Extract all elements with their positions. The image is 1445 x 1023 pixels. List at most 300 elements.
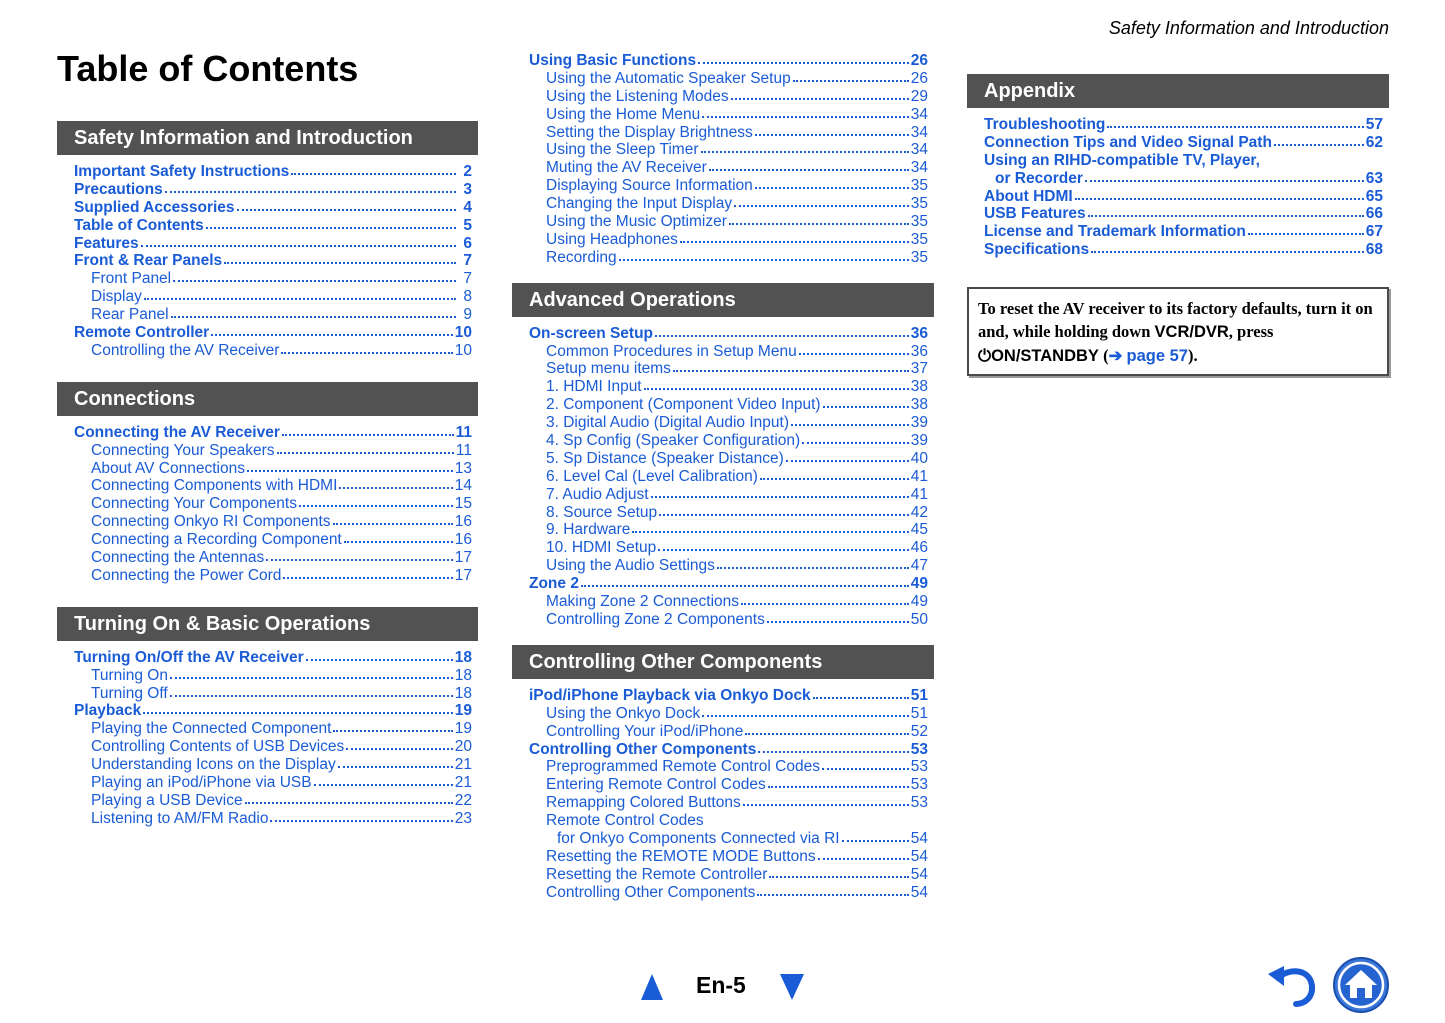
dot-leader: [1107, 117, 1363, 129]
reset-note-paren-open: (: [1098, 346, 1109, 366]
toc-entry-title: Resetting the REMOTE MODE Buttons: [546, 847, 816, 865]
toc-entry-link[interactable]: [529, 177, 928, 195]
toc-entry-title: Connecting Components with HDMI: [91, 477, 338, 495]
toc-entry-title: Remote Controller: [74, 324, 210, 342]
toc-entry-title: Changing the Input Display: [546, 195, 733, 213]
toc-entry-page: 4: [463, 198, 472, 216]
toc-entry-link[interactable]: [529, 231, 928, 249]
triangle-up-icon[interactable]: [641, 974, 663, 1000]
toc-entry-title: Important Safety Instructions: [74, 163, 290, 180]
toc-entry-link[interactable]: [529, 486, 928, 504]
page-number: En-5: [696, 972, 746, 998]
toc-entry-page: 53: [910, 758, 928, 776]
dot-leader: [1091, 242, 1364, 254]
dot-leader: [768, 777, 909, 789]
toc-entry-link[interactable]: [529, 687, 928, 705]
dot-leader: [709, 160, 909, 172]
toc-entry-page: 16: [454, 513, 472, 531]
toc-entry-link[interactable]: [74, 442, 472, 460]
toc-entry-page: 34: [910, 159, 928, 177]
toc-entry-title: License and Trademark Information: [984, 223, 1246, 241]
dot-leader: [701, 142, 909, 154]
toc-entry-title: Connecting a Recording Component: [91, 531, 342, 549]
toc-entry-link[interactable]: [529, 396, 928, 414]
toc-entry-link[interactable]: [74, 774, 472, 792]
toc-entry-link[interactable]: [74, 306, 472, 324]
toc-entry-page: 10: [454, 324, 472, 342]
toc-entry-link[interactable]: [529, 249, 928, 267]
toc-entry-link[interactable]: [529, 195, 928, 213]
toc-entry-list: [57, 163, 478, 360]
toc-entry-title: USB Features: [984, 205, 1086, 223]
dot-leader: [673, 361, 909, 373]
section-header: Turning On & Basic Operations: [57, 607, 478, 641]
toc-entry-title: Controlling Other Components: [529, 740, 757, 758]
toc-entry-page: 36: [910, 324, 928, 342]
toc-entry-link[interactable]: [529, 414, 928, 432]
running-header: Safety Information and Introduction: [1108, 18, 1389, 38]
toc-entry-title: Setting the Display Brightness: [546, 123, 753, 141]
dot-leader: [702, 107, 909, 119]
toc-entry-link[interactable]: [984, 223, 1383, 241]
toc-entry-title: Using the Music Optimizer: [546, 213, 727, 231]
toc-entry-link[interactable]: [74, 549, 472, 567]
toc-entry-page: 13: [454, 459, 472, 477]
toc-entry-title: Turning On: [91, 666, 168, 684]
toc-entry-link[interactable]: [529, 776, 928, 794]
toc-entry-link[interactable]: [74, 477, 472, 495]
toc-entry-title: for Onkyo Components Connected via RI: [557, 829, 840, 847]
dot-leader: [651, 487, 909, 499]
power-icon: ⏻: [978, 347, 992, 366]
toc-entry-link[interactable]: [74, 324, 472, 342]
dot-leader: [758, 742, 908, 754]
toc-entry-title: Muting the AV Receiver: [546, 159, 707, 177]
toc-section: [967, 74, 1389, 259]
toc-entry-title: Table of Contents: [74, 216, 204, 234]
toc-section: [57, 607, 478, 828]
toc-entry-title: 9. Hardware: [546, 521, 631, 539]
toc-entry-link[interactable]: [529, 611, 928, 629]
section-header: Appendix: [967, 74, 1389, 108]
toc-entry-page: 50: [910, 610, 928, 628]
dot-leader: [741, 594, 909, 606]
toc-entry-title: Controlling Zone 2 Components: [546, 610, 765, 628]
toc-entry-link[interactable]: [984, 170, 1383, 188]
dot-leader: [822, 759, 909, 771]
toc-entry-page: 18: [454, 684, 472, 702]
toc-entry-link[interactable]: [74, 288, 472, 306]
toc-entry-link[interactable]: [74, 702, 472, 720]
toc-entry-link[interactable]: [529, 504, 928, 522]
toc-entry-link[interactable]: [74, 792, 472, 810]
toc-entry-link[interactable]: [529, 848, 928, 866]
toc-entry-link[interactable]: [529, 521, 928, 539]
toc-section: [57, 382, 478, 585]
toc-entry-title: Controlling Your iPod/iPhone: [546, 722, 744, 740]
toc-entry-link[interactable]: [529, 52, 928, 70]
toc-entry-page: 53: [910, 794, 928, 812]
toc-entry-page: 2: [463, 163, 472, 180]
triangle-down-icon[interactable]: [780, 974, 804, 1000]
dot-leader: [793, 71, 909, 83]
dot-leader: [698, 53, 909, 65]
toc-entry-link[interactable]: [529, 360, 928, 378]
toc-entry-link[interactable]: [74, 424, 472, 442]
toc-entry-link[interactable]: [529, 812, 928, 830]
toc-entry-link[interactable]: [984, 134, 1383, 152]
dot-leader: [619, 250, 909, 262]
toc-entry-link[interactable]: [529, 343, 928, 361]
toc-entry-title: Turning On/Off the AV Receiver: [74, 648, 304, 666]
reset-note-text: To reset the AV receiver to its factory defaults, turn it on and, while holding down: [978, 299, 1373, 342]
toc-entry-page: 36: [910, 342, 928, 360]
toc-entry-page: 37: [910, 360, 928, 378]
dot-leader: [791, 415, 909, 427]
toc-entry-title: Controlling Other Components: [546, 883, 756, 901]
dot-leader: [1248, 224, 1364, 236]
toc-section: [512, 645, 934, 902]
dot-leader: [173, 271, 456, 283]
dot-leader: [786, 451, 909, 463]
toc-entry-link[interactable]: [984, 241, 1383, 259]
toc-entry-list: [967, 116, 1389, 259]
toc-entry-link[interactable]: [529, 884, 928, 902]
toc-entry-page: 65: [1365, 187, 1383, 205]
toc-entry-link[interactable]: [529, 758, 928, 776]
toc-entry-link[interactable]: [74, 252, 472, 270]
toc-entry-title: About AV Connections: [91, 459, 245, 477]
toc-entry-page: 49: [910, 593, 928, 611]
dot-leader: [813, 688, 909, 700]
dot-leader: [706, 813, 912, 825]
toc-entry-link[interactable]: [529, 723, 928, 741]
toc-entry-page: 39: [910, 432, 928, 450]
dot-leader: [281, 343, 452, 355]
section-header: Controlling Other Components: [512, 645, 934, 679]
dot-leader: [818, 849, 909, 861]
toc-entry-link[interactable]: [74, 460, 472, 478]
toc-entry-link[interactable]: [74, 235, 472, 253]
toc-column-2: [512, 52, 934, 924]
toc-entry-link[interactable]: [529, 70, 928, 88]
toc-entry-page: 42: [910, 503, 928, 521]
toc-entry-title: Connecting Your Components: [91, 495, 297, 513]
dot-leader: [170, 686, 453, 698]
toc-entry-link[interactable]: [529, 705, 928, 723]
toc-section: [512, 52, 934, 267]
dot-leader: [346, 739, 452, 751]
toc-entry-title: Controlling Contents of USB Devices: [91, 738, 345, 756]
home-icon[interactable]: [1332, 956, 1390, 1014]
toc-entry-page: 21: [454, 774, 472, 792]
toc-entry-page: 41: [910, 485, 928, 503]
toc-entry-page: 51: [910, 686, 928, 704]
toc-entry-link[interactable]: [74, 756, 472, 774]
dot-leader: [1262, 153, 1367, 165]
dot-leader: [170, 668, 453, 680]
reset-note: [967, 287, 1389, 376]
toc-entry-page: 19: [454, 702, 472, 720]
toc-entry-link[interactable]: [529, 794, 928, 812]
toc-entry-link[interactable]: [74, 217, 472, 235]
toc-entry-page: 6: [463, 234, 472, 252]
toc-entry-page: 16: [454, 531, 472, 549]
toc-entry-page: 40: [910, 449, 928, 467]
toc-entry-page: 34: [910, 141, 928, 159]
dot-leader: [245, 793, 453, 805]
toc-entry-title: Controlling the AV Receiver: [91, 341, 280, 359]
toc-entry-title: 4. Sp Config (Speaker Configuration): [546, 432, 801, 450]
toc-entry-page: 29: [910, 87, 928, 105]
toc-entry-title: Connecting the Antennas: [91, 549, 265, 567]
dot-leader: [755, 178, 909, 190]
toc-entry-title: 6. Level Cal (Level Calibration): [546, 467, 758, 485]
dot-leader: [338, 757, 453, 769]
dot-leader: [270, 811, 452, 823]
dot-leader: [842, 831, 909, 843]
toc-entry-title: Recording: [546, 248, 617, 266]
toc-entry-page: 11: [455, 441, 472, 459]
toc-entry-page: 26: [910, 52, 928, 69]
dot-leader: [799, 344, 909, 356]
toc-entry-title: Resetting the Remote Controller: [546, 865, 768, 883]
toc-entry-title: Understanding Icons on the Display: [91, 756, 336, 774]
dot-leader: [755, 125, 909, 137]
dot-leader: [658, 540, 908, 552]
dot-leader: [680, 232, 909, 244]
dot-leader: [632, 522, 908, 534]
toc-entry-link[interactable]: [74, 270, 472, 288]
toc-entry-link[interactable]: [529, 593, 928, 611]
toc-entry-link[interactable]: [529, 830, 928, 848]
dot-leader: [299, 496, 453, 508]
dot-leader: [659, 505, 909, 517]
dot-leader: [266, 550, 453, 562]
toc-entry-link[interactable]: [984, 116, 1383, 134]
dot-leader: [143, 703, 453, 715]
toc-entry-title: Common Procedures in Setup Menu: [546, 342, 797, 360]
toc-entry-page: 22: [454, 791, 472, 809]
toc-entry-page: 35: [910, 230, 928, 248]
toc-entry-page: 54: [910, 865, 928, 883]
toc-entry-link[interactable]: [529, 741, 928, 759]
toc-entry-link[interactable]: [74, 163, 472, 181]
reset-note-paren-close: ).: [1187, 346, 1198, 366]
dot-leader: [702, 706, 909, 718]
toc-entry-title: Using Headphones: [546, 230, 678, 248]
toc-entry-title: Displaying Source Information: [546, 177, 753, 195]
toc-entry-page: 54: [910, 883, 928, 901]
dot-leader: [1085, 171, 1364, 183]
toc-entry-title: Connecting Onkyo RI Components: [91, 513, 331, 531]
toc-entry-page: 34: [910, 105, 928, 123]
toc-entry-title: Using the Home Menu: [546, 105, 701, 123]
toc-entry-page: 51: [910, 704, 928, 722]
toc-entry-link[interactable]: [74, 738, 472, 756]
vcr-dvr-button-label: VCR/DVR: [1154, 323, 1229, 342]
toc-entry-link[interactable]: [74, 720, 472, 738]
toc-entry-link[interactable]: [74, 199, 472, 217]
toc-entry-title: 1. HDMI Input: [546, 378, 642, 396]
toc-entry-link[interactable]: [74, 649, 472, 667]
toc-entry-page: 15: [454, 495, 472, 513]
toc-entry-page: 9: [463, 306, 472, 324]
toc-entry-title: 10. HDMI Setup: [546, 539, 657, 557]
toc-entry-link[interactable]: [74, 685, 472, 703]
toc-entry-title: Using the Onkyo Dock: [546, 704, 701, 722]
toc-entry-page: 17: [454, 549, 472, 567]
dot-leader: [333, 721, 452, 733]
dot-leader: [717, 558, 909, 570]
toc-entry-title: 8. Source Setup: [546, 503, 658, 521]
toc-entry-title: Remote Control Codes: [546, 812, 704, 830]
dot-leader: [581, 576, 909, 588]
toc-entry-link[interactable]: [529, 213, 928, 231]
toc-entry-list: [512, 687, 934, 902]
dot-leader: [144, 289, 456, 301]
toc-entry-page: 46: [910, 539, 928, 557]
toc-entry-link[interactable]: [74, 531, 472, 549]
dot-leader: [277, 443, 454, 455]
toc-entry-page: 8: [463, 288, 472, 306]
toc-entry-link[interactable]: [74, 181, 472, 199]
toc-entry-link[interactable]: [529, 378, 928, 396]
toc-entry-page: 18: [454, 648, 472, 666]
dot-leader: [237, 200, 456, 212]
page-title: Table of Contents: [57, 48, 359, 89]
toc-entry-title: Playing the Connected Component: [91, 720, 332, 738]
toc-entry-title: Precautions: [74, 180, 163, 198]
dot-leader: [141, 236, 456, 248]
dot-leader: [165, 182, 456, 194]
dot-leader: [767, 612, 909, 624]
toc-entry-link[interactable]: [529, 325, 928, 343]
toc-entry-page: 17: [454, 566, 472, 584]
toc-entry-title: Using the Automatic Speaker Setup: [546, 69, 791, 87]
toc-entry-list: [512, 52, 934, 267]
dot-leader: [282, 425, 454, 437]
toc-entry-page: 47: [910, 557, 928, 575]
dot-leader: [734, 196, 909, 208]
toc-entry-page: 34: [910, 123, 928, 141]
dot-leader: [171, 307, 456, 319]
toc-entry-page: 7: [463, 270, 472, 288]
toc-entry-list: [57, 424, 478, 585]
toc-entry-link[interactable]: [74, 667, 472, 685]
toc-column-3: [967, 74, 1389, 376]
dot-leader: [247, 461, 453, 473]
toc-column-1: [57, 121, 478, 850]
toc-section: [57, 121, 478, 360]
toc-entry-link[interactable]: [529, 450, 928, 468]
toc-entry-link[interactable]: [529, 106, 928, 124]
toc-entry-title: Entering Remote Control Codes: [546, 776, 766, 794]
toc-entry-link[interactable]: [529, 468, 928, 486]
toc-entry-title: Supplied Accessories: [74, 198, 235, 216]
toc-entry-link[interactable]: [529, 557, 928, 575]
toc-entry-page: 35: [910, 213, 928, 231]
toc-entry-title: Preprogrammed Remote Control Codes: [546, 758, 820, 776]
toc-entry-link[interactable]: [529, 159, 928, 177]
toc-entry-title: Using the Listening Modes: [546, 87, 729, 105]
dot-leader: [731, 89, 909, 101]
toc-entry-title: Troubleshooting: [984, 116, 1106, 133]
section-header: Connections: [57, 382, 478, 416]
toc-entry-page: 39: [910, 414, 928, 432]
toc-entry-title: Display: [91, 288, 142, 306]
toc-entry-link[interactable]: [529, 141, 928, 159]
dot-leader: [823, 397, 909, 409]
toc-entry-link[interactable]: [984, 152, 1383, 170]
toc-entry-link[interactable]: [74, 513, 472, 531]
toc-entry-link[interactable]: [529, 88, 928, 106]
toc-entry-title: Listening to AM/FM Radio: [91, 809, 269, 827]
dot-leader: [757, 885, 908, 897]
dot-leader: [211, 325, 453, 337]
dot-leader: [1075, 189, 1364, 201]
toc-entry-title: Front & Rear Panels: [74, 252, 223, 270]
toc-entry-title: Remapping Colored Buttons: [546, 794, 741, 812]
return-arrow-icon[interactable]: [1266, 962, 1320, 1008]
toc-entry-page: 20: [454, 738, 472, 756]
toc-entry-title: 3. Digital Audio (Digital Audio Input): [546, 414, 789, 432]
dot-leader: [339, 478, 452, 490]
toc-entry-link[interactable]: [529, 124, 928, 142]
toc-entry-page: 5: [463, 216, 472, 234]
toc-entry-page: 63: [1365, 169, 1383, 187]
toc-entry-link[interactable]: [74, 342, 472, 360]
toc-entry-link[interactable]: [529, 575, 928, 593]
toc-entry-title: Playing a USB Device: [91, 791, 243, 809]
toc-entry-link[interactable]: [984, 205, 1383, 223]
toc-entry-page: 26: [910, 69, 928, 87]
toc-entry-title: iPod/iPhone Playback via Onkyo Dock: [529, 686, 811, 704]
toc-entry-list: [57, 649, 478, 828]
section-header: Advanced Operations: [512, 283, 934, 317]
dot-leader: [802, 433, 909, 445]
toc-entry-page: 3: [463, 180, 472, 198]
toc-entry-link[interactable]: [74, 810, 472, 828]
dot-leader: [291, 164, 456, 176]
toc-entry-title: 2. Component (Component Video Input): [546, 396, 821, 414]
toc-entry-title: Front Panel: [91, 270, 172, 288]
toc-entry-page: 7: [463, 252, 472, 270]
toc-entry-page: 35: [910, 248, 928, 266]
toc-entry-link[interactable]: [529, 432, 928, 450]
toc-entry-title: Using the Sleep Timer: [546, 141, 699, 159]
toc-entry-title: Using the Audio Settings: [546, 557, 715, 575]
toc-section: [512, 283, 934, 629]
toc-entry-link[interactable]: [529, 539, 928, 557]
dot-leader: [224, 253, 456, 265]
toc-entry-link[interactable]: [984, 188, 1383, 206]
toc-entry-title: Connection Tips and Video Signal Path: [984, 133, 1272, 151]
toc-entry-link[interactable]: [74, 495, 472, 513]
dot-leader: [743, 795, 909, 807]
arrow-right-icon[interactable]: ➔: [1108, 347, 1123, 366]
dot-leader: [314, 775, 453, 787]
toc-entry-link[interactable]: [529, 866, 928, 884]
toc-entry-list: [512, 325, 934, 629]
toc-entry-title: or Recorder: [995, 169, 1083, 187]
dot-leader: [745, 724, 908, 736]
toc-entry-link[interactable]: [74, 567, 472, 585]
toc-entry-page: 45: [910, 521, 928, 539]
toc-entry-page: 35: [910, 195, 928, 213]
reset-note-text-middle: , press: [1228, 322, 1274, 342]
page-57-link[interactable]: page 57: [1126, 347, 1188, 366]
